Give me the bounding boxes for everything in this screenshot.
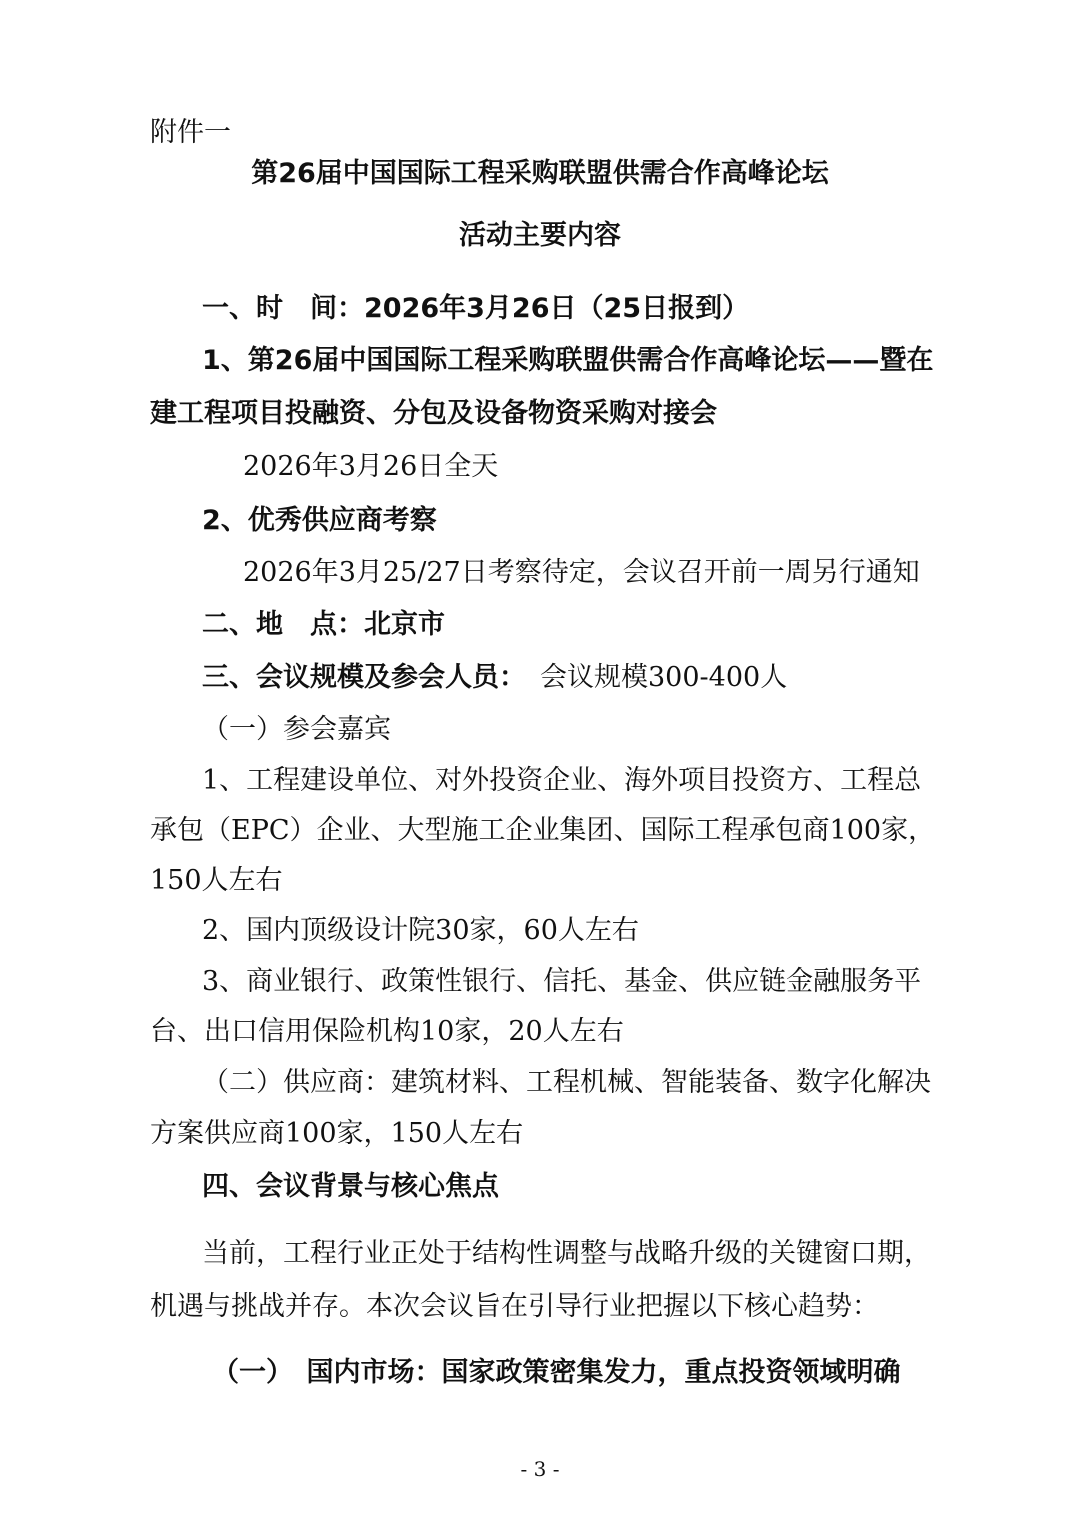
background-line2: 机遇与挑战并存。本次会议旨在引导行业把握以下核心趋势： (150, 1291, 879, 1322)
guest2: 2、国内顶级设计院30家，60人左右 (202, 915, 639, 946)
guest3-line1: 3、商业银行、政策性银行、信托、基金、供应链金融服务平 (202, 966, 922, 997)
document-subtitle: 活动主要内容 (459, 220, 621, 251)
guest1-line1: 1、工程建设单位、对外投资企业、海外项目投资方、工程总 (202, 765, 922, 796)
item1-title-line2: 建工程项目投融资、分包及设备物资采购对接会 (150, 398, 717, 429)
background-heading: 四、会议背景与核心焦点 (202, 1171, 499, 1202)
guest1-line2: 承包（EPC）企业、大型施工企业集团、国际工程承包商100家， (150, 815, 936, 846)
supplier-line1: （二）供应商：建筑材料、工程机械、智能装备、数字化解决 (202, 1067, 931, 1098)
guest3-line2: 台、出口信用保险机构10家，20人左右 (150, 1016, 624, 1047)
item2-title: 2、优秀供应商考察 (202, 505, 437, 536)
scale-row (202, 660, 787, 695)
page-number: - 3 - (520, 1457, 560, 1481)
guest1-line3: 150人左右 (150, 865, 283, 896)
document-title: 第26届中国国际工程采购联盟供需合作高峰论坛 (251, 158, 829, 189)
guests-heading: （一）参会嘉宾 (202, 714, 391, 745)
place-heading: 二、地 点：北京市 (202, 609, 445, 640)
background-line1: 当前，工程行业正处于结构性调整与战略升级的关键窗口期， (202, 1238, 931, 1269)
item1-date: 2026年3月26日全天 (243, 451, 499, 482)
item2-detail: 2026年3月25/27日考察待定，会议召开前一周另行通知 (243, 557, 920, 588)
supplier-line2: 方案供应商100家，150人左右 (150, 1118, 524, 1149)
time-heading: 一、时 间：2026年3月26日（25日报到） (202, 293, 750, 324)
domestic-heading: （一） 国内市场：国家政策密集发力，重点投资领域明确 (212, 1357, 901, 1388)
scale-heading: 三、会议规模及参会人员： (202, 662, 526, 693)
attachment-label: 附件一 (150, 117, 231, 148)
item1-title-line1: 1、第26届中国国际工程采购联盟供需合作高峰论坛——暨在 (202, 345, 934, 376)
scale-value: 会议规模300-400人 (540, 662, 788, 693)
